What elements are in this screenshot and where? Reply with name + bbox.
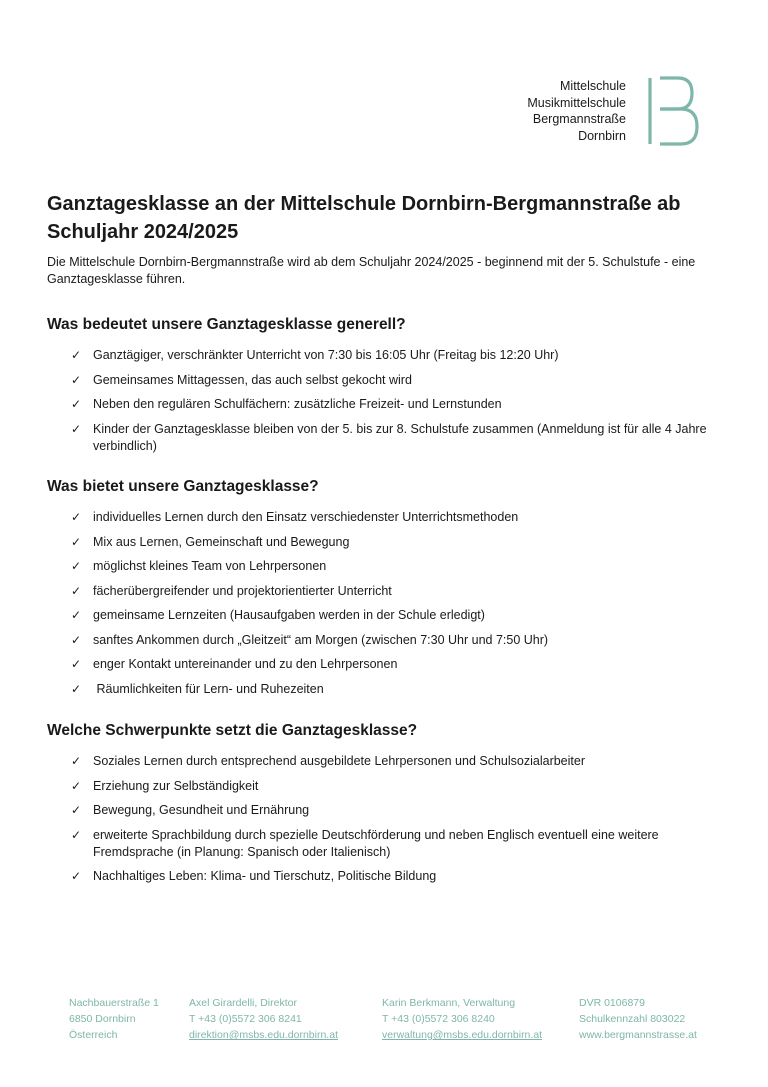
list-item-text: Nachhaltiges Leben: Klima- und Tierschutz, Politische Bildung bbox=[93, 869, 437, 883]
list-item bbox=[47, 372, 727, 389]
checkmark-icon: ✓ bbox=[71, 534, 82, 549]
list-item-text: Mix aus Lernen, Gemeinschaft und Bewegung bbox=[93, 534, 350, 549]
list-item bbox=[47, 656, 727, 673]
letterhead-line: Musikmittelschule bbox=[527, 95, 626, 110]
checkmark-icon: ✓ bbox=[71, 510, 82, 524]
footer-line: Schulkennzahl 803022 bbox=[579, 1013, 686, 1025]
footer-line: T +43 (0)5572 306 8240 bbox=[382, 1013, 495, 1025]
section-offer bbox=[47, 477, 727, 705]
bullet-list bbox=[47, 509, 727, 698]
checkmark-icon: ✓ bbox=[71, 778, 82, 793]
bullet-list bbox=[47, 347, 727, 455]
checkmark-icon: ✓ bbox=[71, 632, 82, 647]
intro-paragraph: Die Mittelschule Dornbirn-Bergmannstraße wird ab dem Schuljahr 2024/2025 - beginnend mit der 5. Schulstufe - eine Ganztagesklasse führen. bbox=[47, 255, 696, 286]
footer-address bbox=[69, 995, 159, 1043]
letterhead-line: Bergmannstraße bbox=[532, 112, 626, 126]
b-letter-logo-icon bbox=[648, 76, 700, 146]
section-heading: Was bedeutet unsere Ganztagesklasse generell? bbox=[47, 316, 406, 333]
footer-line: Karin Berkmann, Verwaltung bbox=[382, 997, 516, 1009]
list-item bbox=[47, 681, 727, 698]
list-item-text: Erziehung zur Selbständigkeit bbox=[93, 778, 259, 793]
website-link[interactable]: www.bergmannstrasse.at bbox=[579, 1029, 697, 1041]
footer-line: DVR 0106879 bbox=[579, 997, 645, 1009]
letterhead bbox=[527, 78, 626, 144]
checkmark-icon: ✓ bbox=[71, 348, 82, 362]
list-item-text: Ganztägiger, verschränkter Unterricht von 7:30 bis 16:05 Uhr (Freitag bis 12:20 Uhr) bbox=[93, 348, 559, 362]
list-item-text: Kinder der Ganztagesklasse bleiben von der 5. bis zur 8. Schulstufe zusammen (Anmeldung ist für alle 4 Jahre verbindlich) bbox=[93, 421, 707, 453]
list-item bbox=[47, 632, 727, 649]
footer-line: T +43 (0)5572 306 8241 bbox=[189, 1013, 302, 1025]
list-item bbox=[47, 868, 727, 885]
checkmark-icon: ✓ bbox=[71, 803, 82, 817]
checkmark-icon: ✓ bbox=[71, 608, 82, 622]
list-item-text: möglichst kleines Team von Lehrpersonen bbox=[93, 559, 327, 573]
list-item bbox=[47, 753, 727, 770]
checkmark-icon: ✓ bbox=[71, 681, 82, 696]
list-item bbox=[47, 778, 727, 795]
checkmark-icon: ✓ bbox=[71, 869, 82, 883]
letterhead-line: Mittelschule bbox=[560, 79, 626, 93]
footer-line: 6850 Dornbirn bbox=[69, 1013, 136, 1025]
list-item-text: sanftes Ankommen durch „Gleitzeit“ am Morgen (zwischen 7:30 Uhr und 7:50 Uhr) bbox=[93, 632, 549, 647]
list-item bbox=[47, 802, 727, 819]
letterhead-line: Dornbirn bbox=[578, 128, 626, 143]
checkmark-icon: ✓ bbox=[71, 657, 82, 671]
checkmark-icon: ✓ bbox=[71, 559, 82, 573]
document-title: Ganztagesklasse an der Mittelschule Dornbirn-Bergmannstraße ab Schuljahr 2024/2025 bbox=[47, 193, 681, 243]
section-focus bbox=[47, 721, 727, 893]
list-item bbox=[47, 607, 727, 624]
footer-administration bbox=[382, 995, 542, 1043]
checkmark-icon: ✓ bbox=[71, 583, 82, 598]
checkmark-icon: ✓ bbox=[71, 372, 82, 387]
list-item-text: Räumlichkeiten für Lern- und Ruhezeiten bbox=[93, 681, 324, 696]
list-item-text: Neben den regulären Schulfächern: zusätzliche Freizeit- und Lernstunden bbox=[93, 397, 502, 411]
footer-director bbox=[189, 995, 338, 1043]
section-general bbox=[47, 315, 727, 462]
list-item-text: Gemeinsames Mittagessen, das auch selbst gekocht wird bbox=[93, 372, 412, 387]
list-item-text: enger Kontakt untereinander und zu den Lehrpersonen bbox=[93, 657, 398, 671]
section-heading: Was bietet unsere Ganztagesklasse? bbox=[47, 478, 319, 495]
list-item-text: gemeinsame Lernzeiten (Hausaufgaben werden in der Schule erledigt) bbox=[93, 608, 485, 622]
footer-registry bbox=[579, 995, 697, 1043]
director-email-link[interactable]: direktion@msbs.edu.dornbirn.at bbox=[189, 1029, 338, 1041]
list-item bbox=[47, 347, 727, 364]
checkmark-icon: ✓ bbox=[71, 827, 82, 842]
administration-email-link[interactable]: verwaltung@msbs.edu.dornbirn.at bbox=[382, 1029, 543, 1041]
list-item-text: erweiterte Sprachbildung durch spezielle Deutschförderung und neben Englisch eventuell eine weitere Fremdsprache (in Planung: Spanisch oder Italienisch) bbox=[93, 827, 659, 859]
bullet-list bbox=[47, 753, 727, 885]
list-item bbox=[47, 827, 727, 861]
list-item bbox=[47, 396, 727, 413]
list-item bbox=[47, 583, 727, 600]
checkmark-icon: ✓ bbox=[71, 397, 82, 411]
list-item bbox=[47, 558, 727, 575]
list-item bbox=[47, 509, 727, 526]
list-item-text: individuelles Lernen durch den Einsatz verschiedenster Unterrichtsmethoden bbox=[93, 510, 519, 524]
list-item bbox=[47, 534, 727, 551]
list-item-text: Bewegung, Gesundheit und Ernährung bbox=[93, 803, 310, 817]
checkmark-icon: ✓ bbox=[71, 421, 82, 436]
footer-line: Österreich bbox=[69, 1029, 118, 1041]
checkmark-icon: ✓ bbox=[71, 754, 82, 768]
list-item-text: fächerübergreifender und projektorientierter Unterricht bbox=[93, 583, 392, 598]
footer-line: Axel Girardelli, Direktor bbox=[189, 997, 297, 1009]
section-heading: Welche Schwerpunkte setzt die Ganztagesklasse? bbox=[47, 722, 418, 739]
list-item-text: Soziales Lernen durch entsprechend ausgebildete Lehrpersonen und Schulsozialarbeiter bbox=[93, 754, 585, 768]
footer-line: Nachbauerstraße 1 bbox=[69, 997, 159, 1009]
list-item bbox=[47, 421, 727, 455]
